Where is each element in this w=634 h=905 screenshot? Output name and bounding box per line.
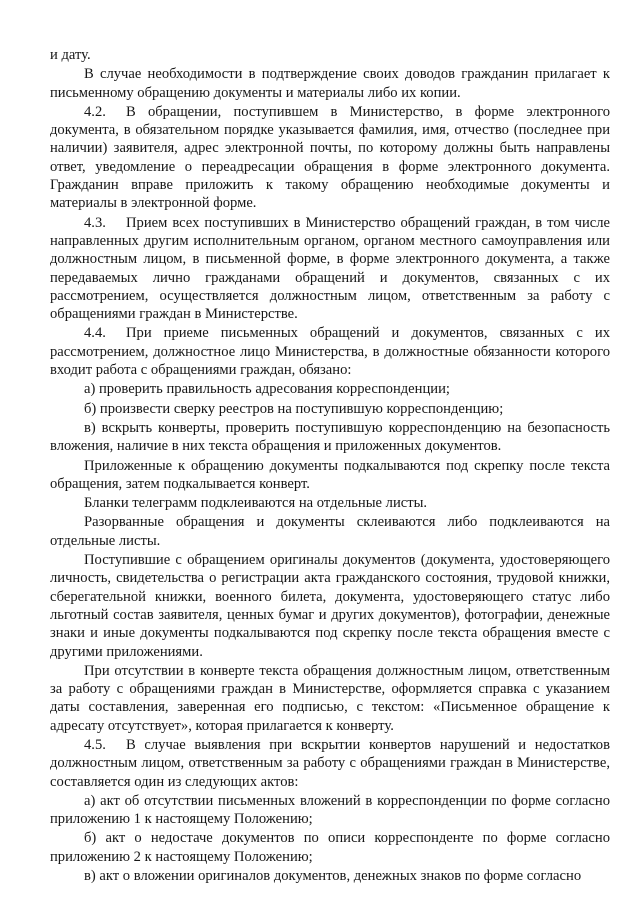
clause-text: В случае выявления при вскрытии конвертов нарушений и недостатков должностным лицом, ответственным за работу с обращениями граждан в Министерстве, составляется один из следующих актов: (50, 736, 610, 790)
clause-number: 4.4. (84, 325, 106, 342)
list-item-b: б) произвести сверку реестров на поступившую корреспонденцию; (84, 400, 504, 417)
act-item-v: в) акт о вложении оригиналов документов, денежных знаков по форме согласно (84, 868, 582, 885)
paragraph-telegrams: Бланки телеграмм подклеиваются на отдельные листы. (84, 495, 428, 512)
list-item-v: в) вскрыть конверты, проверить поступившую корреспонденцию на безопасность вложения, наличие в них текста обращения и приложенных документов. (50, 419, 610, 455)
paragraph-missing-text: При отсутствии в конверте текста обращения должностным лицом, ответственным за работу с обращениями граждан в Министерстве, оформляется справка с указанием даты составления, заверенная его подписью, с текстом: «Письменное обращение к адресату отсутствует», которая прилагается к конверту. (50, 662, 610, 734)
paragraph-torn-docs: Разорванные обращения и документы склеиваются либо подклеиваются на отдельные листы. (50, 514, 610, 549)
paragraph-originals: Поступившие с обращением оригиналы документов (документа, удостоверяющего личность, свидетельства о регистрации акта гражданского состояния, трудовой книжки, сберегательной книжки, военного билета, документа, удостоверяющего статус либо льготный состав заявителя, ценных бумаг и других документов), фотографии, денежные знаки и иные документы подкалываются под скрепку после текста обращения вместе с другими приложениями. (50, 552, 610, 660)
list-item-a: а) проверить правильность адресования корреспонденции; (84, 381, 450, 398)
clause-text: При приеме письменных обращений и документов, связанных с их рассмотрением, должностное лицо Министерства, в должностные обязанности которого входит работа с обращениями граждан, обязано: (50, 325, 610, 379)
paragraph-attachments: В случае необходимости в подтверждение своих доводов гражданин прилагает к письменному обращению документы и материалы либо их копии. (50, 66, 610, 101)
clause-number: 4.5. (84, 736, 106, 753)
paragraph-4-3 (50, 214, 610, 324)
clause-text: В обращении, поступившем в Министерство, в форме электронного документа, в обязательном порядке указывается фамилия, имя, отчество (последнее при наличии) заявителя, адрес электронной почты, по которому должны быть направлены ответ, уведомление о переадресации обращения в форме электронного документа. Гражданин вправе приложить к такому обращению необходимые документы и материалы в электронной форме. (50, 103, 610, 212)
clause-number: 4.2. (84, 103, 106, 120)
clause-number: 4.3. (84, 214, 106, 231)
act-item-b: б) акт о недостаче документов по описи корреспонденте по форме согласно приложению 2 к настоящему Положению; (50, 830, 610, 865)
paragraph-attached-docs: Приложенные к обращению документы подкалываются под скрепку после текста обращения, затем подкалывается конверт. (50, 457, 610, 492)
act-item-a: а) акт об отсутствии письменных вложений в корреспонденции по форме согласно приложению 1 к настоящему Положению; (50, 792, 610, 828)
paragraph-4-5 (50, 736, 610, 791)
paragraph-continuation: и дату. (50, 47, 91, 63)
paragraph-4-4 (50, 324, 610, 379)
clause-text: Прием всех поступивших в Министерство обращений граждан, в том числе направленных другим исполнительным органом, органом местного самоуправления или должностным лицом, в письменной форме, в форме электронного документа, а также передаваемых лично гражданами обращений и документов, связанных с их рассмотрением, осуществляется должностным лицом, ответственным за работу с обращениями граждан в Министерстве. (50, 214, 610, 323)
paragraph-4-2 (50, 103, 610, 213)
document-body (50, 46, 610, 886)
